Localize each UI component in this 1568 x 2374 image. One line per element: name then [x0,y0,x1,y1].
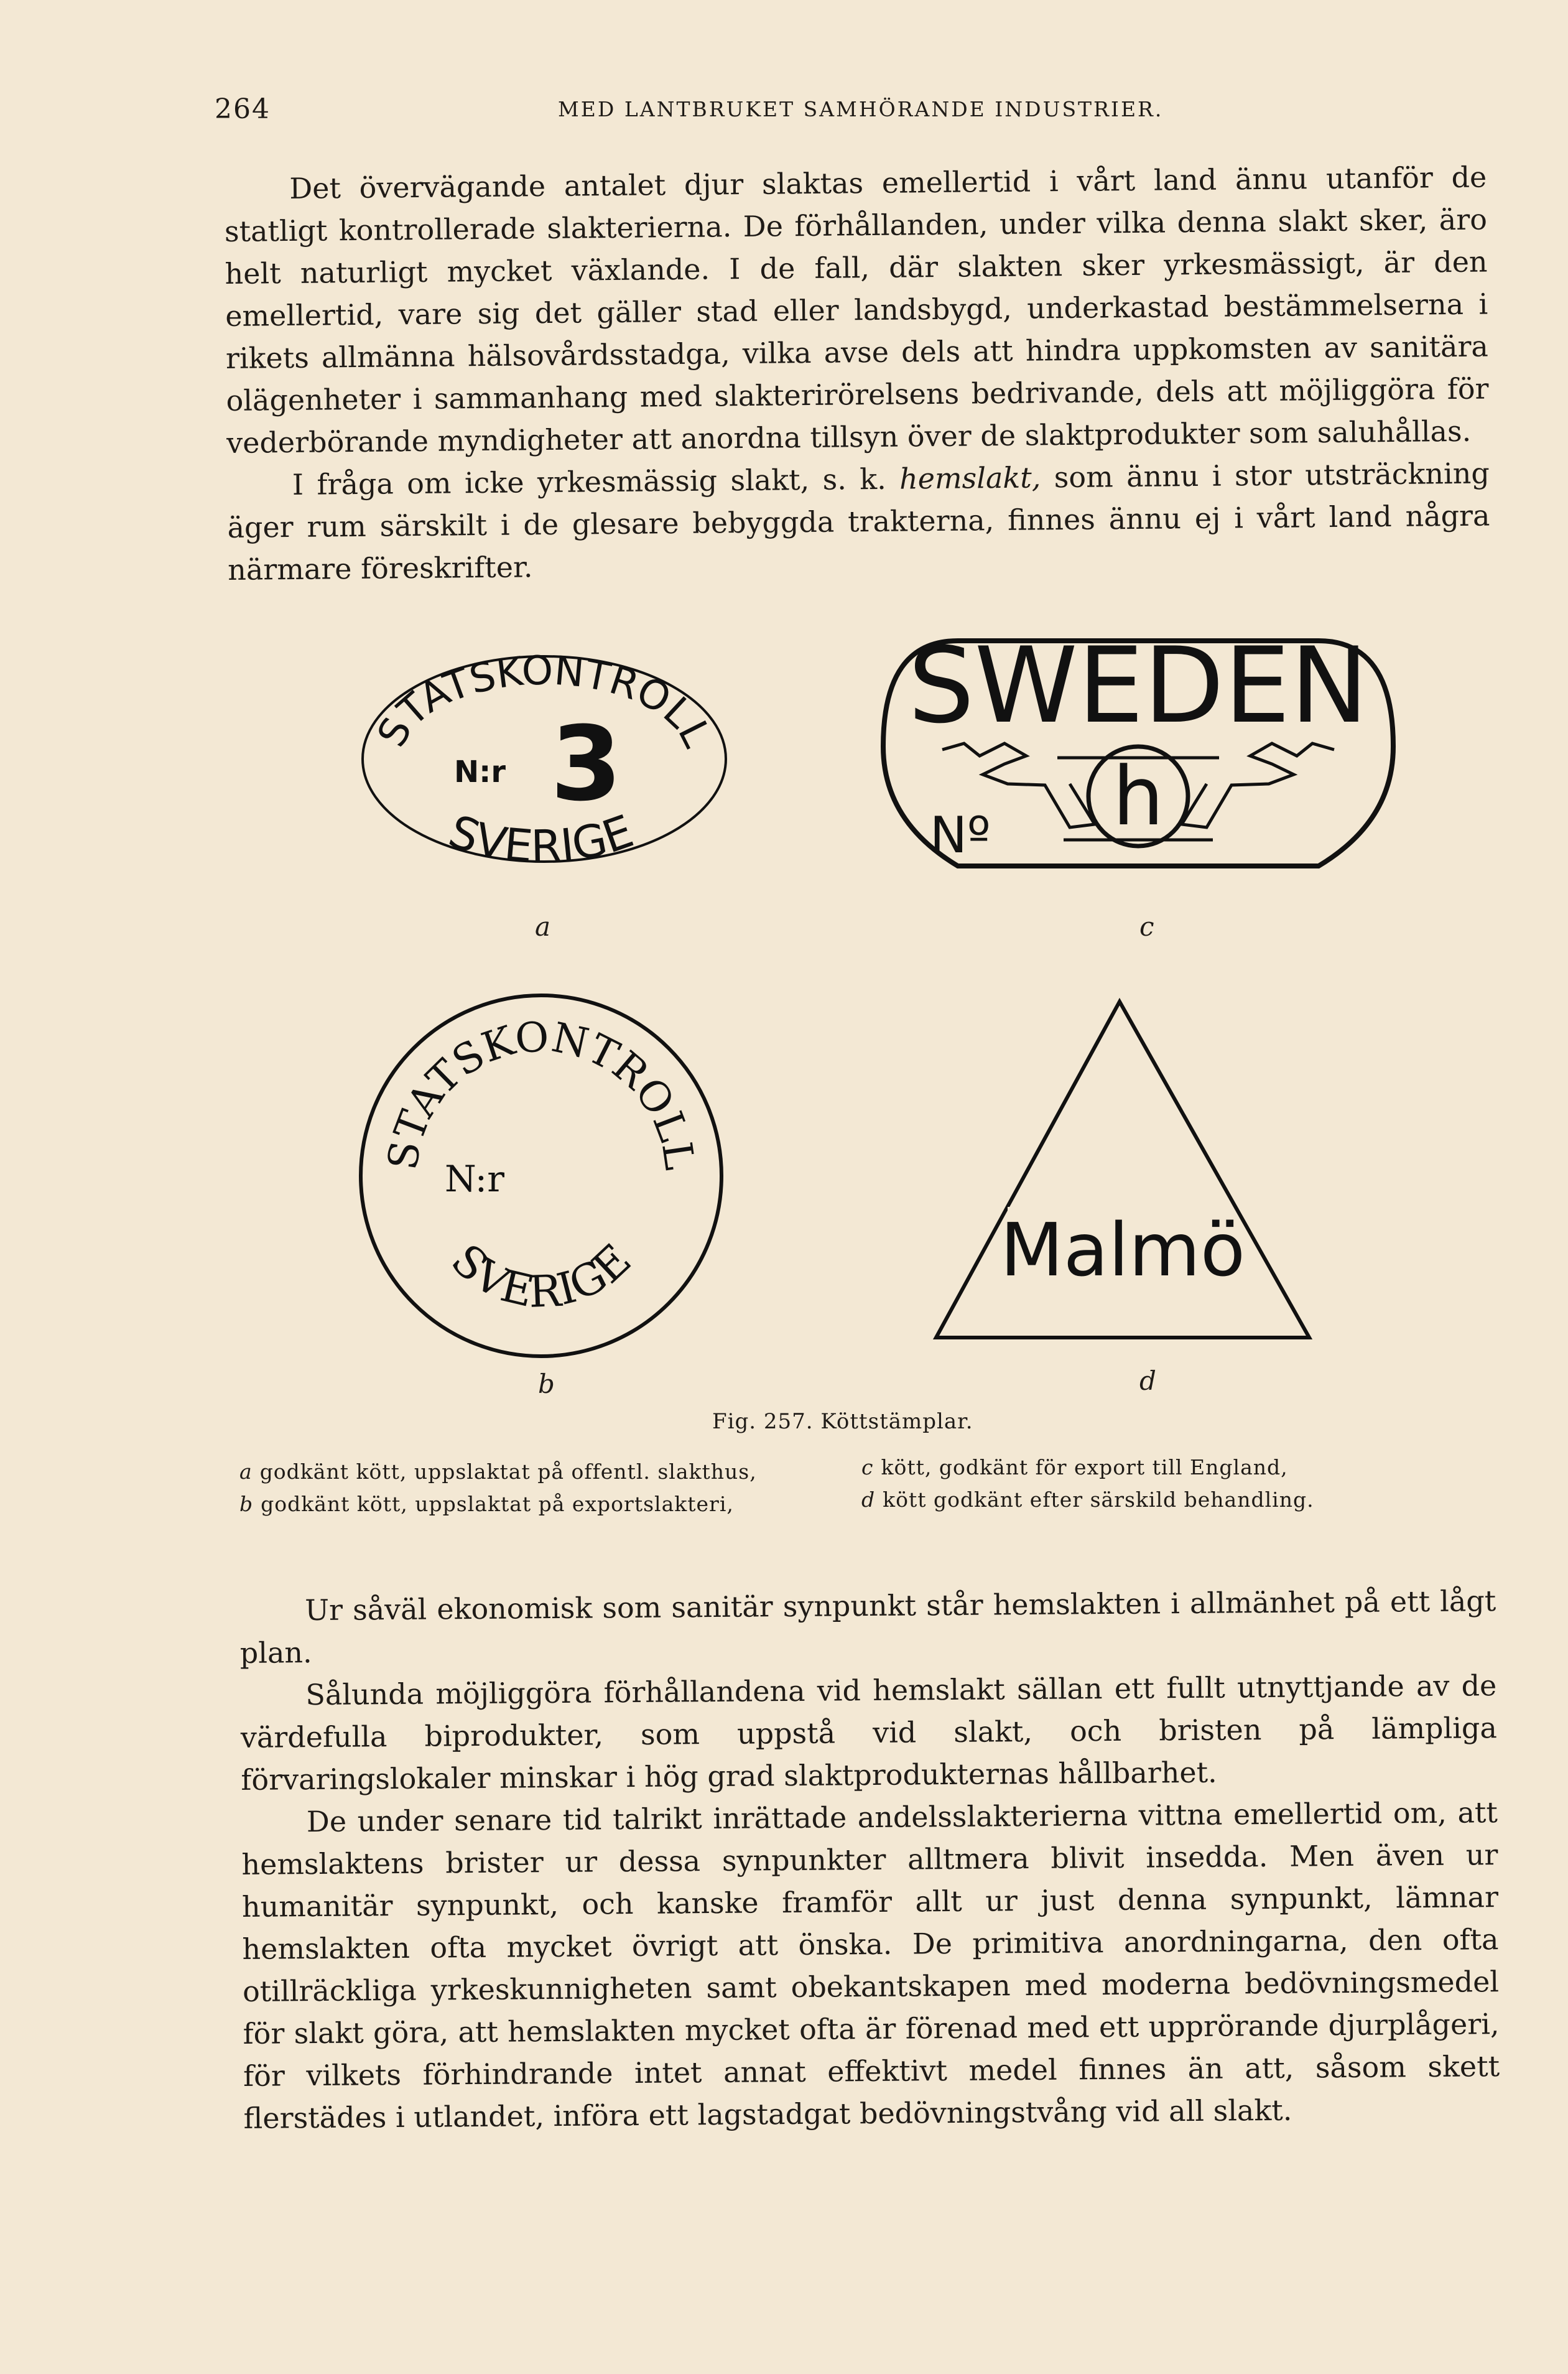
legend-text: godkänt kött, uppslaktat på offentl. slakthus, [259,1459,757,1484]
lower-text-block [239,1580,1500,2139]
legend-entry [861,1484,1314,1516]
stamp-b-arc-bottom: SVERIGE [441,1234,641,1318]
legend-key: b [239,1492,254,1516]
stamp-b-label: N:r [445,1158,504,1200]
svg-text:SVERIGE [442,805,639,873]
legend-entry [239,1488,757,1520]
stamp-d [933,995,1319,1344]
sublabel-d: d [1139,1366,1156,1396]
stamp-c-title: SWEDEN [907,625,1369,747]
stamp-a-arc-bottom: SVERIGE [442,804,640,873]
paragraph: Det övervägande antalet djur slaktas emellertid i vårt land ännu utanför de statligt kontrollerade slakterierna. De förhållanden, under vilka denna slakt sker, äro helt naturligt mycket växlande. I de fall, där slakten sker yrkesmässigt, är den emellertid, vare sig det gäller stad eller landsbygd, underkastad bestämmelserna i rikets allmänna hälsovårdsstadga, vilka avse dels att hindra uppkomsten av sanitära olägenheter i sammanhang med slakterirörelsens bedrivande, dels att möjliggöra för vederbörande myndigheter att anordna tillsyn över de slaktprodukter som saluhållas. [224,160,1489,460]
legend-key: d [861,1487,876,1512]
svg-text:STATSKONTROLL [369,648,720,754]
stamp-c [871,622,1406,883]
paragraph: De under senare tid talrikt inrättade andelsslakterierna vittna emellertid om, att hemslaktens brister ur dessa synpunkter alltmera blivit insedda. Men även ur humanitär synpunkt, och kanske framför allt ur just denna synpunkt, lämnar hemslakten ofta mycket övrigt att önska. De primitiva anordningarna, den ofta otillräckliga yrkeskunnigheten samt obekantskapen med moderna bedövningsmedel för slakt göra, att hemslakten mycket ofta är förenad med ett upprörande djurplågeri, för vilkets förhindrande intet annat effektivt medel finnes än att, såsom skett flerstädes i utlandet, införa ett lagstadgat bedövningstvång vid all slakt. [241,1795,1500,2135]
hemslakt-emphasis: hemslakt, [899,460,1041,496]
legend-key: a [239,1459,253,1484]
legend-text: godkänt kött, uppslaktat på exportslakteri, [261,1492,734,1516]
paragraph: Ur såväl ekonomisk som sanitär synpunkt står hemslakten i allmänhet på ett lågt plan. [239,1584,1496,1670]
stamp-c-center-mark: h [1112,749,1164,844]
svg-text:SVERIGE [442,1234,641,1318]
stamp-a-arc-top: STATSKONTROLL [369,648,720,755]
stamp-d-text: Malmö [1000,1207,1246,1293]
stamp-a-number: 3 [550,704,622,824]
para2-after: som ännu i stor utsträckning äger rum särskilt i de glesare bebyggda trakterna, finnes ännu ej i vårt land några närmare föreskrifter. [227,456,1490,587]
paragraph: Sålunda möjliggöra förhållandena vid hemslakt sällan ett fullt utnyttjande av de värdefulla biprodukter, som uppstå vid slakt, och bristen på lämpliga förvaringslokaler minskar i hög grad slaktprodukternas hållbarhet. [240,1669,1498,1797]
upper-text-block [224,156,1490,591]
stamp-a-label: N:r [454,755,506,789]
legend-entry [861,1451,1314,1484]
figure-legend-left [239,1456,757,1520]
figure-legend-right [861,1451,1314,1516]
page-number: 264 [215,93,271,125]
stamp-c-label: Nº [930,806,991,864]
paragraph [227,452,1491,590]
sublabel-a: a [535,911,551,942]
figure-caption: Fig. 257. Köttstämplar. [712,1409,973,1434]
para2-before: I fråga om icke yrkesmässig slakt, s. k. [292,462,900,501]
stamp-a [345,644,743,880]
legend-text: kött godkänt efter särskild behandling. [883,1487,1314,1512]
legend-text: kött, godkänt för export till England, [881,1455,1288,1479]
legend-key: c [861,1455,874,1479]
running-head: MED LANTBRUKET SAMHÖRANDE INDUSTRIER. [558,97,1164,121]
sublabel-b: b [538,1369,555,1399]
stamp-b [348,983,734,1369]
page-header [215,93,1471,131]
stamp-b-arc-top: STATSKONTROLL [378,1012,704,1173]
legend-entry [239,1456,757,1488]
sublabel-c: c [1139,911,1154,942]
